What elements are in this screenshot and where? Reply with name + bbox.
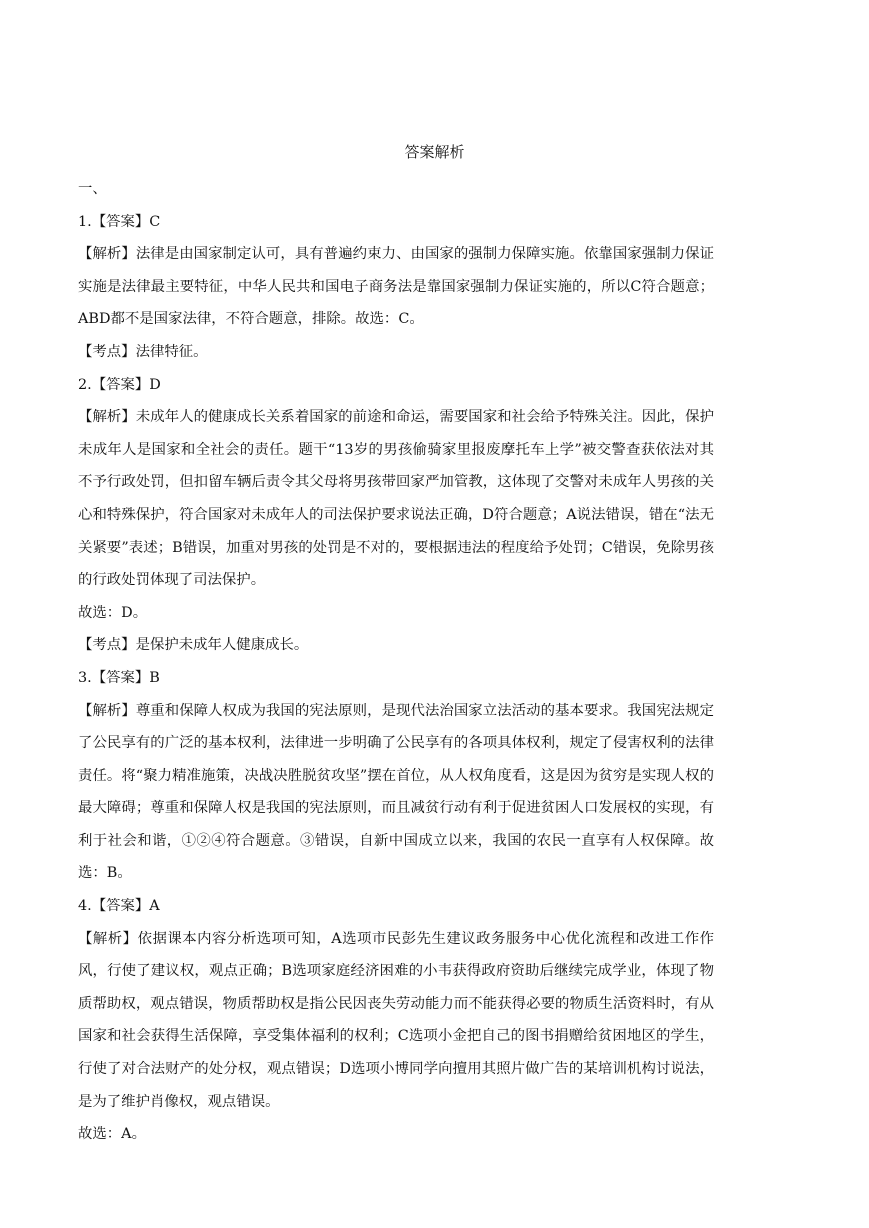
analysis-1: 【解析】法律是由国家制定认可，具有普遍约束力、由国家的强制力保障实施。依靠国家强制力保证实施是法律最主要特征，中华人民共和国电子商务法是靠国家强制力保证实施的，所以C符合题意；ABD都不是国家法律，不符合题意，排除。故选：C。	[78, 246, 714, 328]
section-heading: 一、	[78, 181, 107, 197]
analysis-3: 【解析】尊重和保障人权成为我国的宪法原则，是现代法治国家立法活动的基本要求。我国宪法规定了公民享有的广泛的基本权利，法律进一步明确了公民享有的各项具体权利，规定了侵害权利的法律责任。将“聚力精准施策，决战决胜脱贫攻坚”摆在首位，从人权角度看，这是因为贫穷是实现人权的最大障碍；尊重和保障人权是我国的宪法原则，而且减贫行动有利于促进贫困人口发展权的实现，有利于社会和谐，①②④符合题意。③错误，自新中国成立以来，我国的农民一直享有人权保障。故选：B。	[78, 702, 714, 882]
answer-line-2: 2.【答案】D	[78, 376, 161, 393]
answer-line-4: 4.【答案】A	[78, 898, 160, 915]
point-2: 【考点】是保护未成年人健康成长。	[78, 637, 309, 654]
answer-content	[78, 173, 714, 1151]
choice-2: 故选：D。	[78, 604, 148, 621]
point-1: 【考点】法律特征。	[78, 343, 208, 360]
analysis-2: 【解析】未成年人的健康成长关系着国家的前途和命运，需要国家和社会给予特殊关注。因此，保护未成年人是国家和全社会的责任。题干“13岁的男孩偷骑家里报废摩托车上学”被交警查获依法对其不予行政处罚，但扣留车辆后责令其父母将男孩带回家严加管教，这体现了交警对未成年人男孩的关心和特殊保护，符合国家对未成年人的司法保护要求说法正确，D符合题意；A说法错误，错在“法无关紧要”表述；B错误，加重对男孩的处罚是不对的，要根据违法的程度给予处罚；C错误，免除男孩的行政处罚体现了司法保护。	[78, 409, 714, 589]
choice-4: 故选：A。	[78, 1126, 146, 1143]
answer-line-1: 1.【答案】C	[78, 213, 161, 230]
answer-line-3: 3.【答案】B	[78, 669, 160, 686]
page-title: 答案解析	[404, 143, 465, 161]
analysis-4: 【解析】依据课本内容分析选项可知，A选项市民彭先生建议政务服务中心优化流程和改进工作作风，行使了建议权，观点正确；B选项家庭经济困难的小韦获得政府资助后继续完成学业，体现了物质帮助权，观点错误，物质帮助权是指公民因丧失劳动能力而不能获得必要的物质生活资料时，有从国家和社会获得生活保障，享受集体福利的权利；C选项小金把自己的图书捐赠给贫困地区的学生，行使了对合法财产的处分权，观点错误；D选项小博同学向擅用其照片做广告的某培训机构讨说法，是为了维护肖像权，观点错误。	[78, 930, 714, 1110]
